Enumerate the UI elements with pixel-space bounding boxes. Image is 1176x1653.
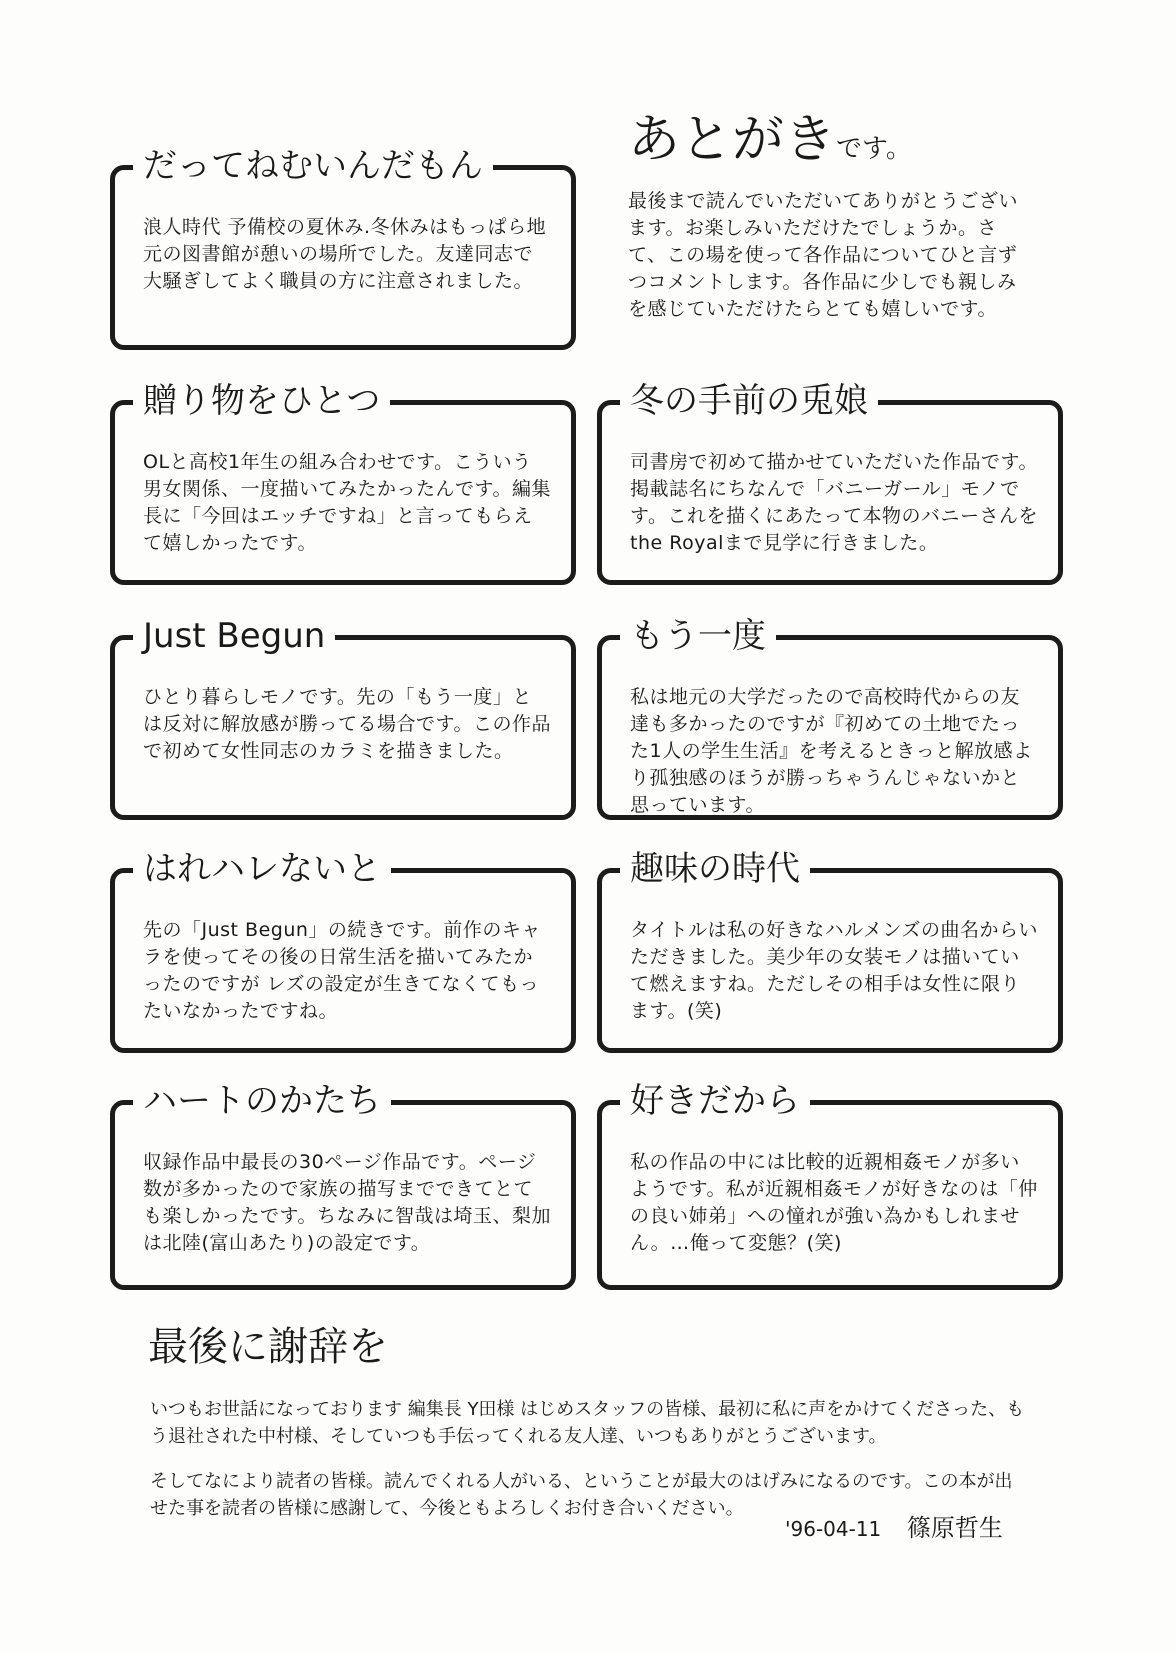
afterword-heading <box>628 110 912 179</box>
thanks-title: 最後に謝辞を <box>148 1324 388 1370</box>
work-comment-box <box>597 616 1063 820</box>
work-comment: タイトルは私の好きなハルメンズの曲名からいただきました。美少年の女装モノは描いていて燃えますね。ただしその相手は女性に限ります。(笑) <box>630 919 1038 1022</box>
thanks-paragraph: そしてなにより読者の皆様。読んでくれる人がいる、ということが最大のはげみになるのです。この本が出せた事を読者の皆様に感謝して、今後ともよろしくお付き合いください。 <box>150 1471 1013 1519</box>
author-name: 篠原哲生 <box>906 1514 1003 1542</box>
heading-suffix: です。 <box>836 134 912 164</box>
work-comment-box <box>110 1081 576 1290</box>
work-comment: 司書房で初めて描かせていただいた作品です。掲載誌名にちなんで「バニーガール」モノです。これを描くにあたって本物のバニーさんをthe Royalまで見学に行きました。 <box>630 451 1038 554</box>
work-title: 好きだから <box>620 1079 810 1123</box>
work-comment-box <box>110 146 576 350</box>
heading-title: あとがき <box>628 110 837 170</box>
work-comment: ひとり暮らしモノです。先の「もう一度」とは反対に解放感が勝ってる場合です。この作品で初めて女性同志のカラミを描きました。 <box>143 686 551 762</box>
work-comment: 私は地元の大学だったので高校時代からの友達も多かったのですが『初めての土地でたった1人の学生生活』を考えるときっと解放感より孤独感のほうが勝っちゃうんじゃないかと思っています。 <box>630 686 1033 816</box>
work-comment: 浪人時代 予備校の夏休み.冬休みはもっぱら地元の図書館が憩いの場所でした。友達同志で大騒ぎしてよく職員の方に注意されました。 <box>143 216 547 292</box>
work-title: ハートのかたち <box>133 1079 391 1123</box>
work-title: Just Begun <box>133 614 335 658</box>
work-comment-box <box>110 381 576 585</box>
work-comment: OLと高校1年生の組み合わせです。こういう男女関係、一度描いてみたかったんです。編集長に「今回はエッチですね」と言ってもらえて嬉しかったです。 <box>143 451 551 554</box>
work-title: 趣味の時代 <box>620 847 810 891</box>
work-comment-box <box>597 381 1063 585</box>
work-title: もう一度 <box>620 614 776 658</box>
work-comment: 私の作品の中には比較的近親相姦モノが多いようです。私が近親相姦モノが好きなのは「仲の良い姉弟」への憧れが強い為かもしれません。…俺って変態？(笑) <box>630 1151 1038 1254</box>
work-comment-box <box>110 849 576 1053</box>
work-title: はれハレないと <box>133 847 391 891</box>
work-comment: 先の「Just Begun」の続きです。前作のキャラを使ってその後の日常生活を描いてみたかったのですが レズの設定が生きてなくてもったいなかったですね。 <box>143 919 541 1022</box>
work-title: 冬の手前の兎娘 <box>620 379 878 423</box>
work-title: 贈り物をひとつ <box>133 379 390 423</box>
work-title: だってねむいんだもん <box>133 144 493 188</box>
date: '96-04-11 <box>785 1517 882 1541</box>
work-comment-box <box>110 616 576 820</box>
work-comment-box <box>597 849 1063 1053</box>
work-comment: 収録作品中最長の30ページ作品です。ページ数が多かったので家族の描写までできてとても楽しかったです。ちなみに智哉は埼玉、梨加は北陸(富山あたり)の設定です。 <box>143 1151 551 1254</box>
intro-text: 最後まで読んでいただいてありがとうございます。お楽しみいただけたでしょうか。さて、この場を使って各作品についてひと言ずつコメントします。各作品に少しでも親しみを感じていただけたらとても嬉しいです。 <box>628 190 1019 320</box>
thanks-paragraph: いつもお世話になっております 編集長 Y田様 はじめスタッフの皆様、最初に私に声をかけてくださった、もう退社された中村様、そしていつも手伝ってくれる友人達、いつもありがとうございます。 <box>150 1399 1025 1447</box>
work-comment-box <box>597 1081 1063 1290</box>
signature <box>785 1508 1003 1543</box>
